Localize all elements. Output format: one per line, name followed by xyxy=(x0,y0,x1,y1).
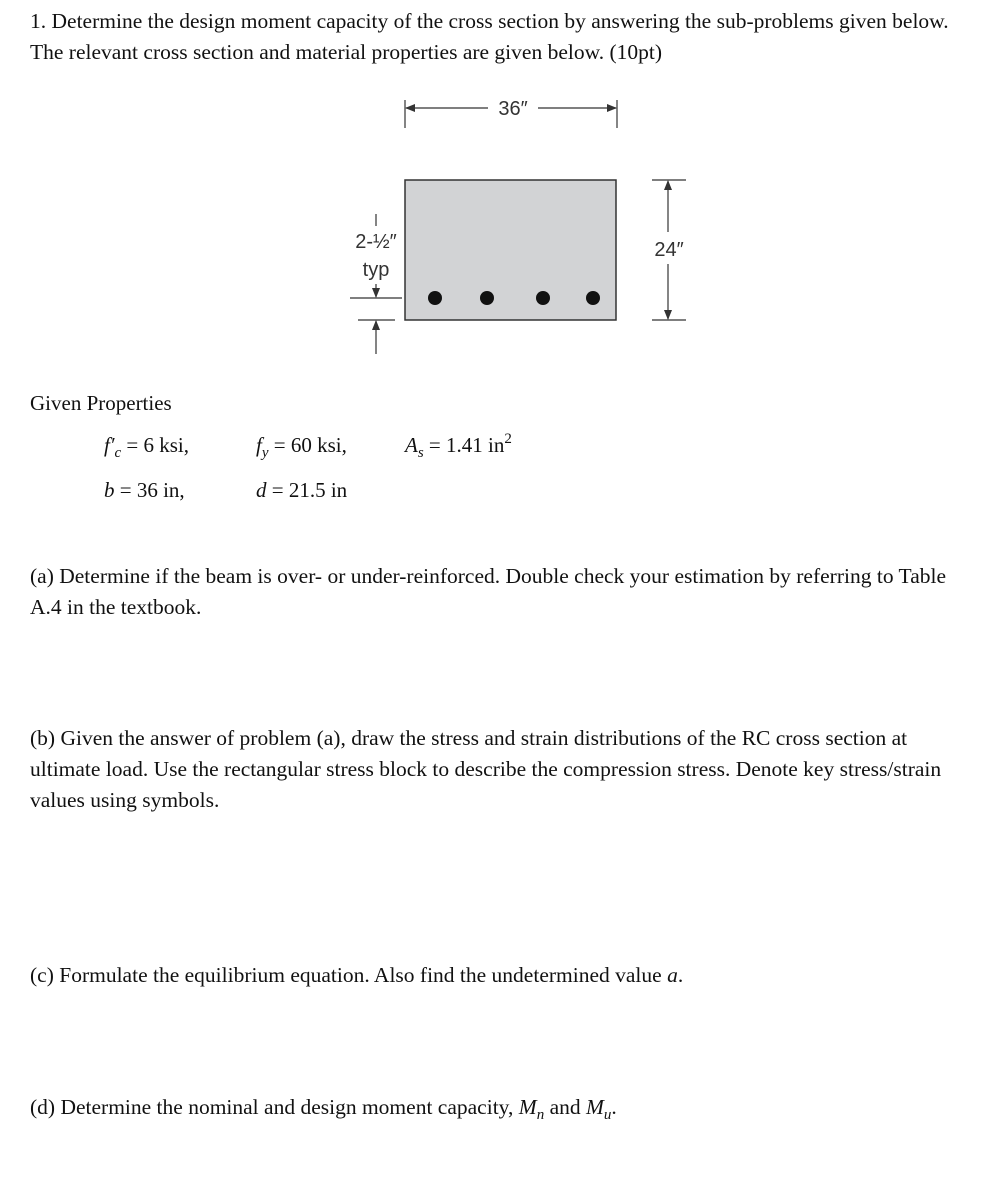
fy-property xyxy=(256,433,347,461)
fc-value: = 6 ksi, xyxy=(121,433,189,457)
mu-subscript: u xyxy=(603,1107,612,1123)
d-property xyxy=(256,478,347,503)
part-d-and: and xyxy=(544,1095,586,1119)
mu-symbol: M xyxy=(586,1095,604,1119)
as-symbol: A xyxy=(405,433,418,457)
problem-intro: 1. Determine the design moment capacity of the cross section by answering the sub-problems given below. The relevant cross section and material properties are given below. (10pt) xyxy=(30,9,949,64)
fy-subscript: y xyxy=(261,445,269,461)
b-value: = 36 in, xyxy=(114,478,185,502)
cover-label-line1: 2-½″ xyxy=(355,231,397,253)
fc-property xyxy=(104,433,189,461)
given-properties-title: Given Properties xyxy=(30,391,172,415)
fc-subscript: c xyxy=(114,445,122,461)
fy-value: = 60 ksi, xyxy=(268,433,347,457)
part-c xyxy=(30,960,980,991)
rebar-3 xyxy=(536,291,550,305)
cross-section-figure xyxy=(0,0,1007,380)
rebar-4 xyxy=(586,291,600,305)
rebar-2 xyxy=(480,291,494,305)
cover-label-line2: typ xyxy=(362,259,390,281)
as-property xyxy=(405,431,512,461)
part-c-text: (c) Formulate the equilibrium equation. Also find the undetermined value xyxy=(30,963,668,987)
height-label: 24″ xyxy=(654,239,684,261)
b-symbol: b xyxy=(104,478,115,502)
part-a: (a) Determine if the beam is over- or under-reinforced. Double check your estimation by referring to Table A.4 in the textbook. xyxy=(30,564,946,619)
part-b: (b) Given the answer of problem (a), draw the stress and strain distributions of the RC cross section at ultimate load. Use the rectangular stress block to describe the compression stress. Denote key stress/strain values using symbols. xyxy=(30,726,942,812)
fy-symbol: f xyxy=(256,433,262,457)
d-value: = 21.5 in xyxy=(266,478,348,502)
cover-dimension xyxy=(350,214,402,354)
width-label: 36″ xyxy=(498,98,528,120)
mn-subscript: n xyxy=(536,1107,545,1123)
part-c-variable: a xyxy=(667,963,678,987)
d-symbol: d xyxy=(256,478,267,502)
part-c-end: . xyxy=(677,963,684,987)
mn-symbol: M xyxy=(518,1095,537,1119)
part-d-text: (d) Determine the nominal and design moment capacity, xyxy=(30,1095,519,1119)
part-d xyxy=(30,1092,980,1126)
b-property xyxy=(104,478,185,503)
part-d-end: . xyxy=(611,1095,617,1119)
as-value: = 1.41 in xyxy=(423,433,505,457)
fc-symbol: f′ xyxy=(104,433,115,457)
rebar-1 xyxy=(428,291,442,305)
as-exponent: 2 xyxy=(504,431,512,447)
as-subscript: s xyxy=(417,445,424,461)
height-dimension xyxy=(652,180,686,320)
width-dimension xyxy=(405,98,617,128)
